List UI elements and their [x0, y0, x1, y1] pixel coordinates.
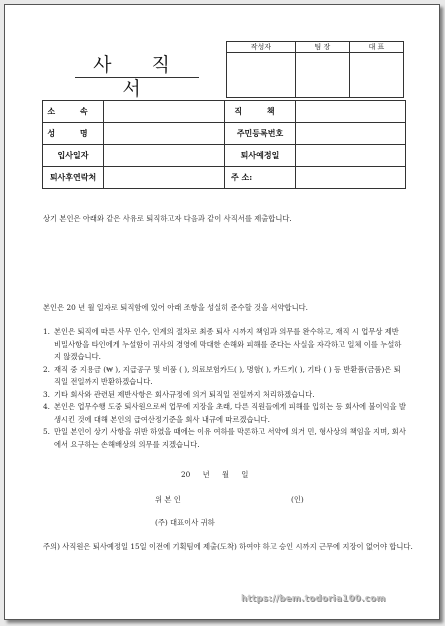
seal-mark: (인): [291, 495, 304, 504]
approval-table: [226, 41, 404, 98]
page-title: 사 직 서: [75, 53, 199, 78]
intro-text: 상기 본인은 아래와 같은 사유로 퇴직하고자 다음과 같이 사직서를 제출합니다.: [43, 214, 292, 223]
contact-field[interactable]: [104, 167, 225, 189]
position-field[interactable]: [296, 101, 406, 123]
employee-info-table: [42, 100, 406, 189]
name-field[interactable]: [104, 123, 225, 145]
position-label: 직 책: [225, 101, 296, 123]
approval-sign-team-lead[interactable]: [295, 53, 349, 98]
resign-date-field[interactable]: [296, 145, 406, 167]
list-item: 3. 기타 회사와 관련된 제반사항은 회사규정에 의거 퇴직일 전일까지 처리하겠습니다.: [43, 389, 315, 399]
dept-label: 소 속: [43, 101, 104, 123]
approval-sign-writer[interactable]: [227, 53, 296, 98]
pledge-text: 본인은 20 년 월 일자로 퇴직함에 있어 아래 조항을 성실히 준수할 것을 서약합니다.: [43, 303, 308, 312]
rrn-label: 주민등록번호: [225, 123, 296, 145]
name-label: 성 명: [43, 123, 104, 145]
list-item: 4. 본인은 업무수행 도중 퇴사원으로써 업무에 지장을 초래, 다른 직원들에게 피해를 입히는 등 회사에 불이익을 발생시킨 것에 대해 본인의 급여산정기준을 회사 내규에 따르겠습니다.: [43, 402, 406, 424]
resign-date-label: 퇴사예정일: [225, 145, 296, 167]
signer-label: 위 본 인: [155, 495, 181, 504]
address-field[interactable]: [296, 167, 406, 189]
approval-sign-ceo[interactable]: [349, 53, 403, 98]
caution-note: 주의) 사직원은 퇴사예정일 15일 이전에 기획팀에 제출(도착) 하여야 하고 승인 시까지 근무에 지장이 없어야 합니다.: [43, 542, 413, 551]
rrn-field[interactable]: [296, 123, 406, 145]
watermark-text: https://bem.todoria100.com: [241, 594, 386, 604]
list-item: 2. 재직 중 지용금 (₩ ), 지급공구 및 비품 ( ), 의료보험카드( ), 명함( ), 카드키( ), 기타 ( ) 등 반환품(금품)은 퇴직일 전일까지 반환하겠습니다.: [43, 364, 401, 386]
list-item: 1. 본인은 퇴직에 따른 사무 인수, 인계의 절차로 최종 퇴사 시까지 책임과 의무를 완수하고, 재직 시 업무상 제반 비밀사항을 타인에게 누설함이 귀사의 경영에 막대한 손해와 피해를 준다는 사실을 자각하고 일체 이를 누설하지 않겠습니다.: [43, 327, 402, 361]
document-sheet: [4, 4, 440, 620]
approval-header-ceo: 대 표: [349, 42, 403, 53]
signature-line: [155, 494, 315, 507]
contact-label: 퇴사후연락처: [43, 167, 104, 189]
join-date-field[interactable]: [104, 145, 225, 167]
pledge-items: [43, 326, 407, 451]
list-item: 5. 만일 본인이 상기 사항을 위반 하였을 때에는 이유 여하를 막론하고 서약에 의거 민, 형사상의 책임을 지며, 회사에서 요구하는 손해배상의 의무를 지겠습니다.: [43, 427, 406, 449]
date-line: 20 년 월 일: [181, 470, 249, 479]
join-date-label: 입사일자: [43, 145, 104, 167]
approval-header-writer: 작성자: [227, 42, 296, 53]
addressee-line: (주) 대표이사 귀하: [155, 518, 215, 527]
dept-field[interactable]: [104, 101, 225, 123]
approval-header-team-lead: 팀 장: [295, 42, 349, 53]
address-label: 주 소:: [225, 167, 296, 189]
